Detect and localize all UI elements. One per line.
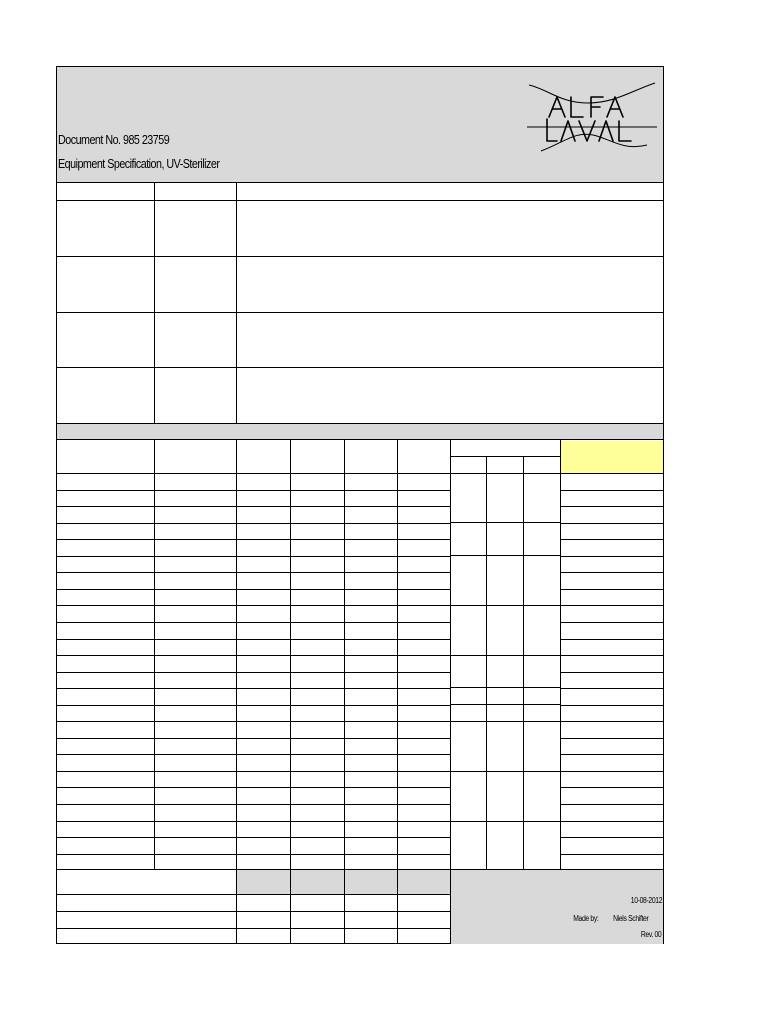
footer-summary-cells — [236, 869, 450, 894]
grid-line — [57, 367, 663, 368]
grid-line — [560, 556, 663, 557]
section-divider-band — [57, 423, 663, 439]
grid-line — [57, 894, 450, 895]
grid-line — [560, 721, 663, 722]
footer-made-by-name: Niels Schifter — [613, 914, 649, 923]
grid-line — [560, 837, 663, 838]
grid-line — [57, 688, 450, 689]
grid-line — [57, 672, 450, 673]
grid-line — [560, 688, 663, 689]
grid-line — [57, 622, 450, 623]
grid-line — [486, 456, 487, 869]
grid-line — [344, 869, 345, 944]
highlight-cell — [560, 441, 663, 473]
grid-line — [450, 456, 560, 457]
grid-line — [57, 854, 450, 855]
grid-line — [57, 312, 663, 313]
footer-revision: Rev. 00 — [640, 930, 662, 939]
grid-line — [344, 439, 345, 869]
grid-line — [560, 639, 663, 640]
grid-line — [57, 490, 450, 491]
grid-line — [523, 456, 524, 869]
footer-date: 10-08-2012 — [630, 896, 663, 905]
grid-line — [57, 705, 450, 706]
grid-line — [57, 556, 450, 557]
grid-line — [450, 869, 451, 944]
grid-line — [450, 555, 560, 556]
footer-made-by-label: Made by: — [573, 914, 599, 923]
grid-line — [560, 705, 663, 706]
grid-line — [57, 738, 450, 739]
document-title: Equipment Specification, UV-Sterilizer — [58, 157, 220, 171]
grid-line — [560, 589, 663, 590]
grid-line — [560, 523, 663, 524]
grid-line — [560, 605, 663, 606]
grid-line — [57, 572, 450, 573]
grid-line — [560, 738, 663, 739]
grid-line — [57, 523, 450, 524]
grid-line — [450, 821, 560, 822]
grid-line — [154, 182, 155, 423]
grid-line — [560, 787, 663, 788]
document-number: Document No. 985 23759 — [58, 133, 170, 147]
grid-line — [236, 869, 237, 944]
grid-line — [560, 490, 663, 491]
grid-line — [57, 928, 450, 929]
grid-line — [57, 589, 450, 590]
grid-line — [57, 804, 450, 805]
grid-line — [560, 506, 663, 507]
grid-line — [57, 439, 663, 440]
grid-line — [154, 439, 155, 869]
grid-line — [450, 704, 560, 705]
grid-line — [57, 473, 450, 474]
grid-line — [560, 622, 663, 623]
footer-info-block — [450, 869, 663, 944]
grid-line — [560, 771, 663, 772]
grid-line — [560, 854, 663, 855]
grid-line — [290, 439, 291, 869]
grid-line — [450, 473, 560, 474]
grid-line — [290, 869, 291, 944]
grid-line — [57, 423, 663, 424]
grid-line — [57, 787, 450, 788]
grid-line — [57, 655, 450, 656]
grid-line — [450, 771, 560, 772]
grid-line — [57, 721, 450, 722]
grid-line — [560, 572, 663, 573]
grid-line — [450, 721, 560, 722]
grid-line — [450, 605, 560, 606]
grid-line — [57, 869, 663, 870]
grid-line — [397, 869, 398, 944]
document-header — [57, 67, 663, 183]
grid-line — [560, 754, 663, 755]
grid-line — [560, 821, 663, 822]
grid-line — [560, 539, 663, 540]
grid-line — [450, 655, 560, 656]
grid-line — [236, 182, 237, 423]
grid-line — [450, 439, 451, 869]
spec-sheet — [56, 66, 664, 944]
grid-line — [57, 200, 663, 201]
grid-line — [57, 821, 450, 822]
grid-line — [57, 539, 450, 540]
grid-line — [57, 911, 450, 912]
alfa-laval-logo — [527, 81, 659, 153]
grid-line — [450, 687, 560, 688]
grid-line — [560, 473, 663, 474]
grid-line — [560, 655, 663, 656]
grid-line — [560, 672, 663, 673]
grid-line — [57, 506, 450, 507]
grid-line — [57, 639, 450, 640]
grid-line — [57, 256, 663, 257]
grid-line — [450, 522, 560, 523]
grid-line — [560, 804, 663, 805]
grid-line — [560, 439, 561, 869]
grid-line — [57, 837, 450, 838]
grid-line — [57, 771, 450, 772]
grid-line — [397, 439, 398, 869]
grid-line — [57, 754, 450, 755]
grid-line — [57, 605, 450, 606]
grid-line — [236, 439, 237, 869]
